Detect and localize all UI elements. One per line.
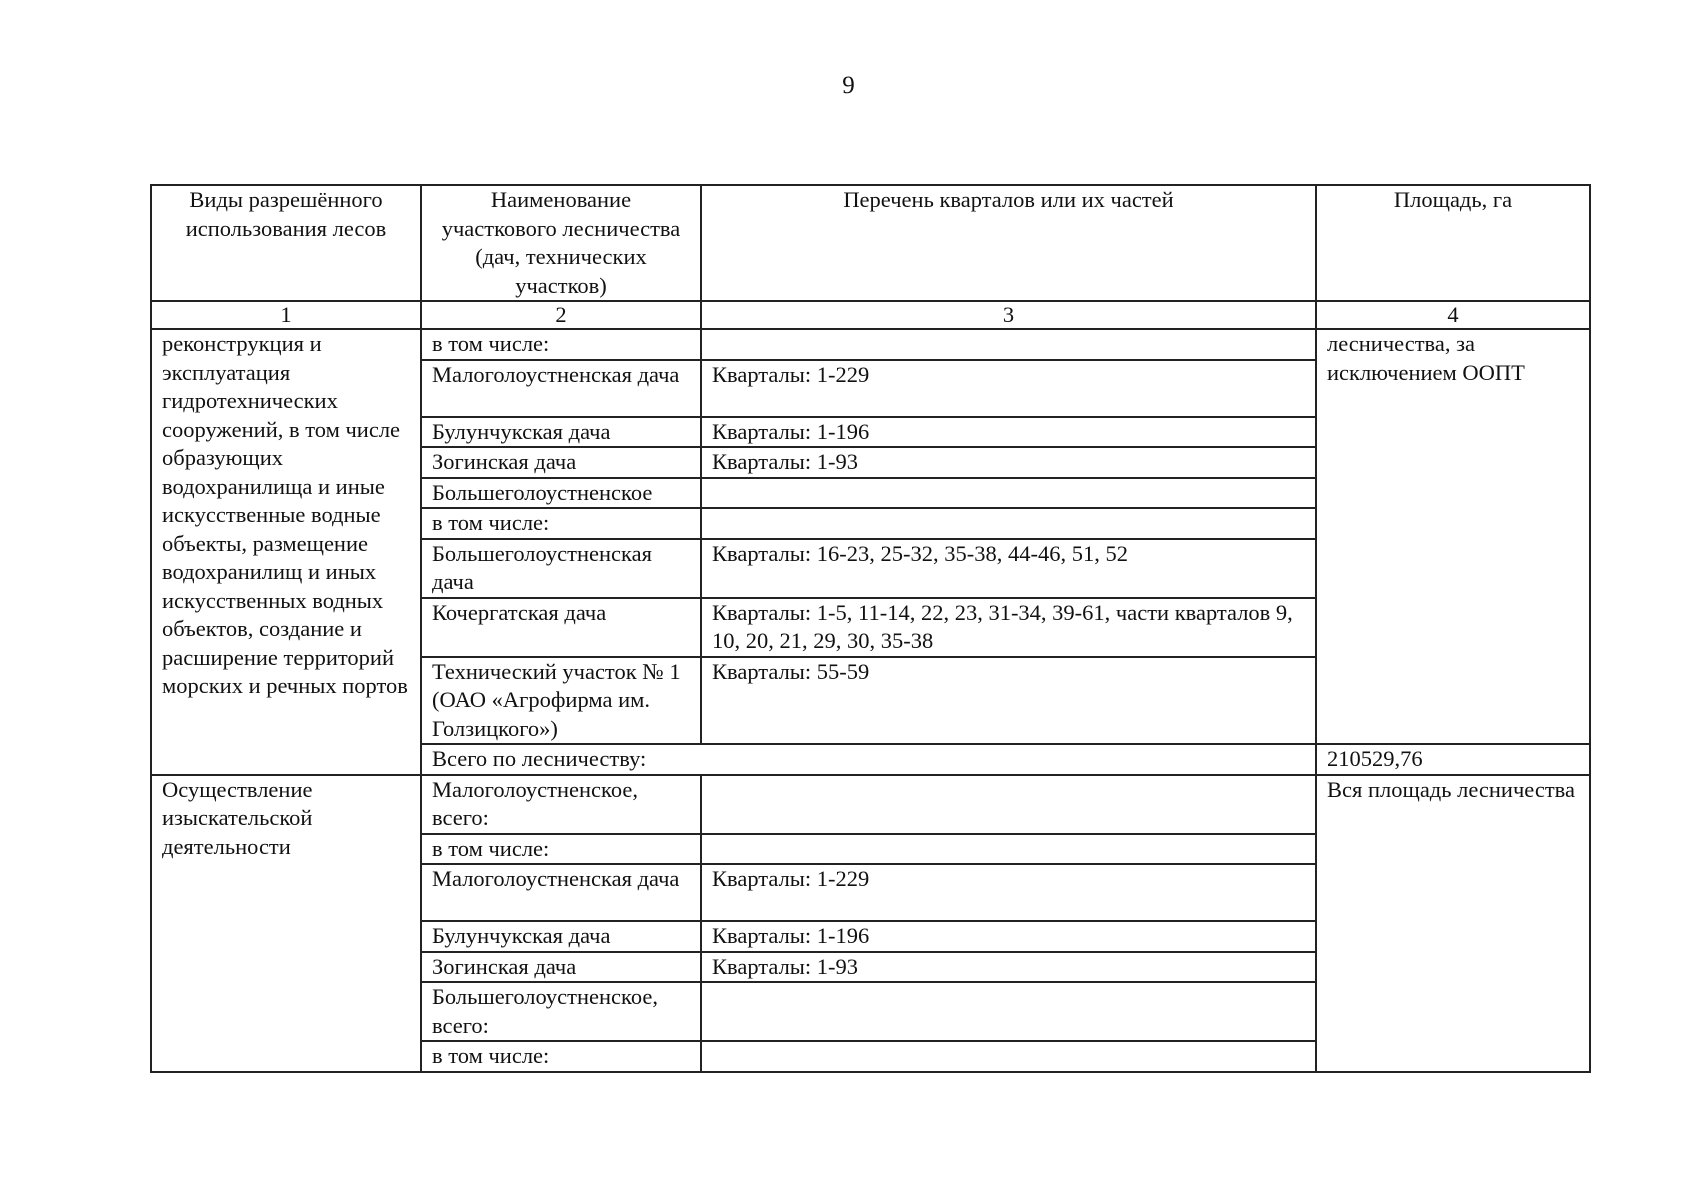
forestry-name-cell: в том числе: xyxy=(421,1041,701,1072)
column-number: 2 xyxy=(421,301,701,329)
column-number: 4 xyxy=(1316,301,1590,329)
forestry-name-cell: Зогинская дача xyxy=(421,952,701,983)
forestry-name-cell: Малоголоустненское, всего: xyxy=(421,775,701,834)
quarters-cell: Кварталы: 55-59 xyxy=(701,657,1316,745)
header-row xyxy=(151,185,1590,301)
table-row xyxy=(151,329,1590,360)
table-row xyxy=(151,775,1590,834)
quarters-cell: Кварталы: 1-196 xyxy=(701,417,1316,448)
forestry-name-cell: Малоголоустненская дача xyxy=(421,360,701,417)
forestry-name-cell: Булунчукская дача xyxy=(421,417,701,448)
forestry-name-cell: Малоголоустненская дача xyxy=(421,864,701,921)
quarters-cell: Кварталы: 1-5, 11-14, 22, 23, 31-34, 39-61, части кварталов 9, 10, 20, 21, 29, 30, 35-38 xyxy=(701,598,1316,657)
area-cell: лесничества, за исключением ООПТ xyxy=(1316,329,1590,744)
page-number: 9 xyxy=(842,72,855,99)
forestry-name-cell: Большеголоустненское xyxy=(421,478,701,509)
quarters-cell xyxy=(701,329,1316,360)
quarters-cell: Кварталы: 1-93 xyxy=(701,952,1316,983)
quarters-cell: Кварталы: 1-229 xyxy=(701,864,1316,921)
total-label: Всего по лесничеству: xyxy=(421,744,1316,775)
forestry-name-cell: в том числе: xyxy=(421,834,701,865)
forest-usage-table xyxy=(150,184,1591,1073)
forestry-name-cell: Зогинская дача xyxy=(421,447,701,478)
forestry-name-cell: Булунчукская дача xyxy=(421,921,701,952)
column-number: 3 xyxy=(701,301,1316,329)
quarters-cell xyxy=(701,775,1316,834)
quarters-cell xyxy=(701,834,1316,865)
quarters-cell: Кварталы: 1-196 xyxy=(701,921,1316,952)
usage-type-cell: реконструкция и эксплуатация гидротехнических сооружений, в том числе образующих водохранилища и иные искусственные водные объекты, размещение водохранилищ и иных искусственных водных объектов, создание и расширение территорий морских и речных портов xyxy=(151,329,421,775)
quarters-cell xyxy=(701,508,1316,539)
quarters-cell xyxy=(701,478,1316,509)
header-quarters-list: Перечень кварталов или их частей xyxy=(701,185,1316,301)
total-value: 210529,76 xyxy=(1316,744,1590,775)
forestry-name-cell: Большеголоустненское, всего: xyxy=(421,982,701,1041)
forestry-name-cell: в том числе: xyxy=(421,329,701,360)
area-cell: Вся площадь лесничества xyxy=(1316,775,1590,1072)
column-number-row xyxy=(151,301,1590,329)
quarters-cell: Кварталы: 1-229 xyxy=(701,360,1316,417)
quarters-cell: Кварталы: 1-93 xyxy=(701,447,1316,478)
header-area: Площадь, га xyxy=(1316,185,1590,301)
forestry-name-cell: в том числе: xyxy=(421,508,701,539)
forestry-name-cell: Кочергатская дача xyxy=(421,598,701,657)
forestry-name-cell: Технический участок № 1 (ОАО «Агрофирма им. Голзицкого») xyxy=(421,657,701,745)
usage-type-cell: Осуществление изыскательской деятельности xyxy=(151,775,421,1072)
header-usage-type: Виды разрешённого использования лесов xyxy=(151,185,421,301)
quarters-cell xyxy=(701,1041,1316,1072)
quarters-cell xyxy=(701,982,1316,1041)
quarters-cell: Кварталы: 16-23, 25-32, 35-38, 44-46, 51, 52 xyxy=(701,539,1316,598)
column-number: 1 xyxy=(151,301,421,329)
header-forestry-name: Наименование участкового лесничества (дач, технических участков) xyxy=(421,185,701,301)
forestry-name-cell: Большеголоустненская дача xyxy=(421,539,701,598)
